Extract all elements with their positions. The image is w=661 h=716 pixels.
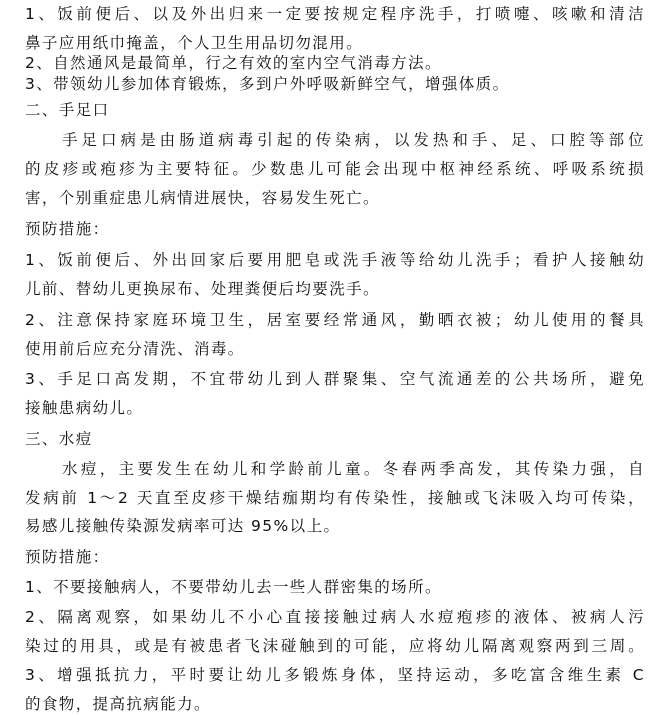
paragraph-line: 2、隔离观察，如果幼儿不小心直接接触过病人水痘疱疹的液体、被病人污 bbox=[25, 608, 645, 626]
prevention-label: 预防措施： bbox=[25, 548, 110, 566]
paragraph-line: 3、增强抵抗力，平时要让幼儿多锻炼身体，坚持运动，多吃富含维生素 C bbox=[25, 666, 645, 684]
paragraph-line: 1、不要接触病人，不要带幼儿去一些人群密集的场所。 bbox=[25, 578, 442, 596]
paragraph-line: 的食物，提高抗病能力。 bbox=[25, 695, 211, 713]
prevention-label: 预防措施： bbox=[25, 220, 110, 238]
paragraph-line: 害，个别重症患儿病情进展快，容易发生死亡。 bbox=[25, 189, 380, 207]
section-heading: 三、水痘 bbox=[25, 430, 93, 448]
section-heading: 二、手足口 bbox=[25, 101, 110, 119]
paragraph-line: 的皮疹或疱疹为主要特征。少数患儿可能会出现中枢神经系统、呼吸系统损 bbox=[25, 160, 645, 178]
paragraph-line: 使用前后应充分清洗、消毒。 bbox=[25, 340, 245, 358]
paragraph-line: 3、带领幼儿参加体育锻炼，多到户外呼吸新鲜空气，增强体质。 bbox=[25, 75, 510, 93]
paragraph-line: 1、饭前便后、以及外出归来一定要按规定程序洗手，打喷嚏、咳嗽和清洁 bbox=[25, 5, 645, 23]
paragraph-line: 易感儿接触传染源发病率可达 95%以上。 bbox=[25, 517, 341, 535]
paragraph-line: 2、注意保持家庭环境卫生，居室要经常通风，勤晒衣被；幼儿使用的餐具 bbox=[25, 311, 645, 329]
paragraph-line: 2、自然通风是最简单，行之有效的室内空气消毒方法。 bbox=[25, 54, 442, 72]
paragraph-line: 手足口病是由肠道病毒引起的传染病，以发热和手、足、口腔等部位 bbox=[62, 131, 645, 149]
paragraph-line: 染过的用具，或是有被患者飞沫碰触到的可能，应将幼儿隔离观察两到三周。 bbox=[25, 637, 645, 655]
paragraph-line: 发病前 1～2 天直至皮疹干燥结痂期均有传染性，接触或飞沫吸入均可传染， bbox=[25, 489, 645, 507]
paragraph-line: 3、手足口高发期，不宜带幼儿到人群聚集、空气流通差的公共场所，避免 bbox=[25, 370, 645, 388]
paragraph-line: 水痘，主要发生在幼儿和学龄前儿童。冬春两季高发，其传染力强，自 bbox=[62, 460, 645, 478]
paragraph-line: 鼻子应用纸巾掩盖，个人卫生用品切勿混用。 bbox=[25, 34, 364, 52]
paragraph-line: 儿前、替幼儿更换尿布、处理粪便后均要洗手。 bbox=[25, 280, 380, 298]
paragraph-line: 接触患病幼儿。 bbox=[25, 399, 144, 417]
paragraph-line: 1、饭前便后、外出回家后要用肥皂或洗手液等给幼儿洗手；看护人接触幼 bbox=[25, 251, 645, 269]
